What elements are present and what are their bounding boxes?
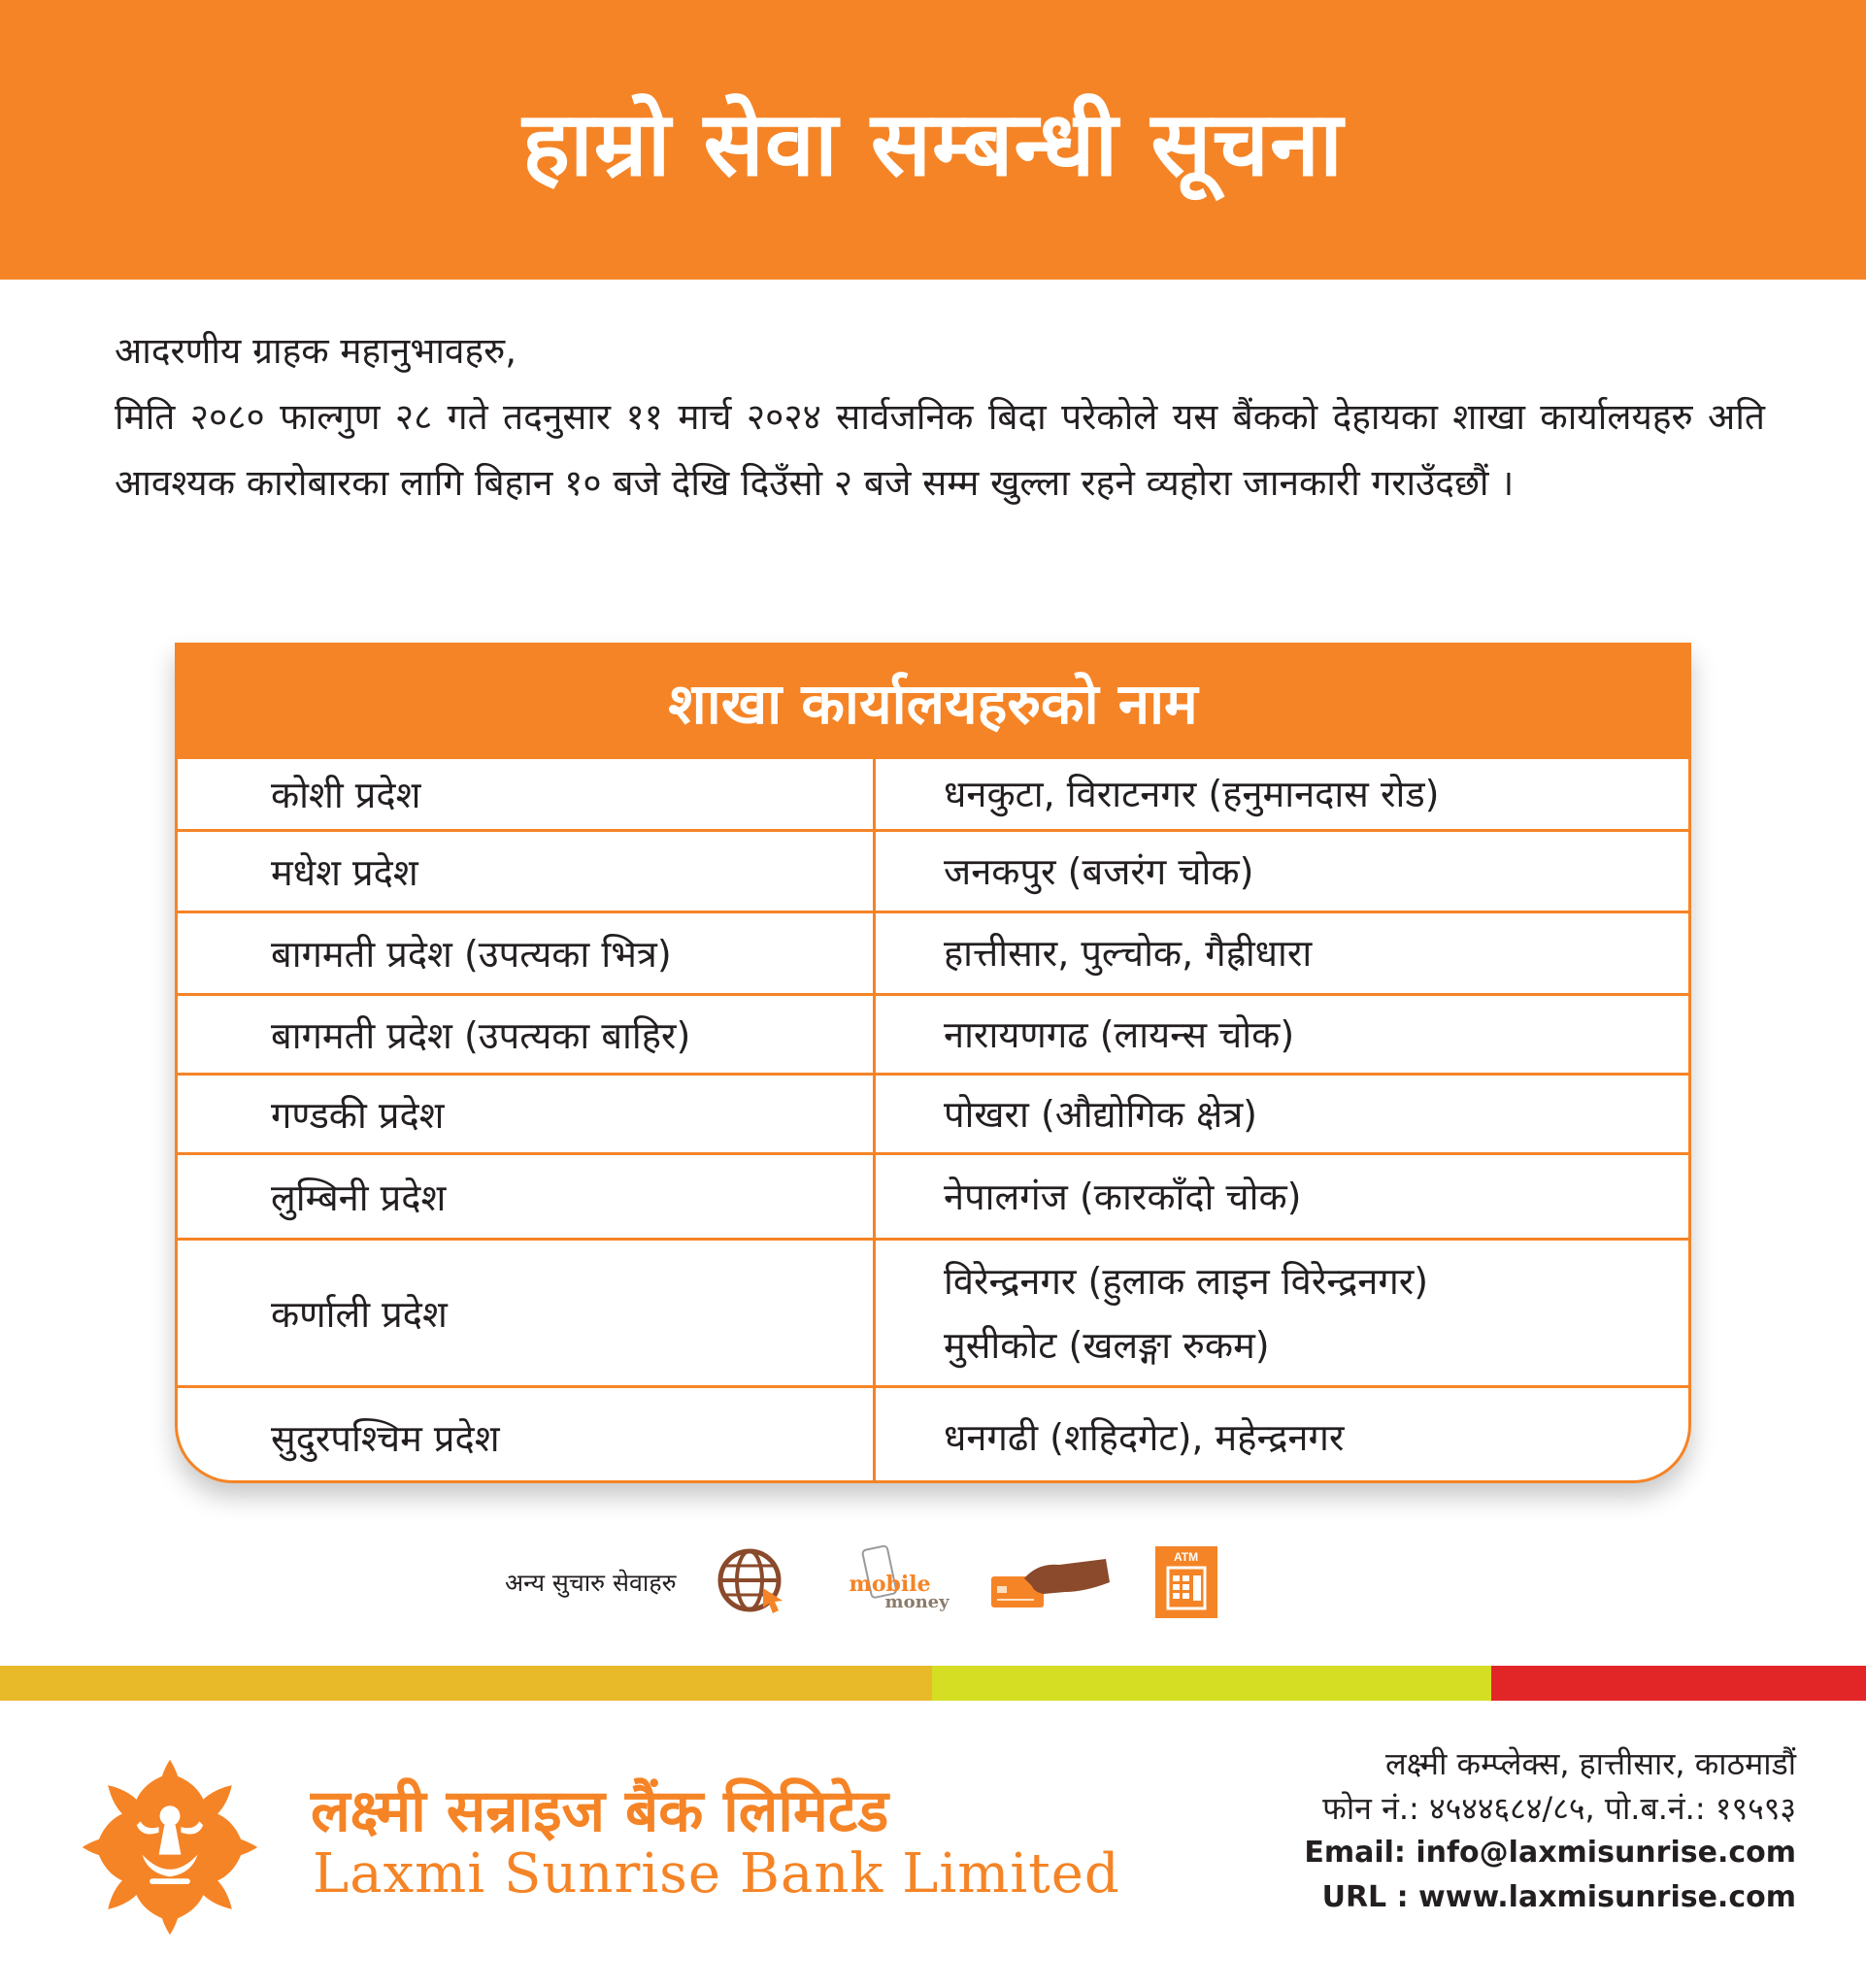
table-row xyxy=(178,993,1688,1073)
branch-name: धनगढी (शहिदगेट), महेन्द्रनगर xyxy=(944,1416,1345,1459)
contact-address: लक्ष्मी कम्प्लेक्स, हात्तीसार, काठमाडौं xyxy=(1385,1745,1796,1782)
bank-name-nepali: लक्ष्मी सन्राइज बैंक लिमिटेड xyxy=(311,1777,889,1845)
page-title: हाम्रो सेवा सम्बन्धी सूचना xyxy=(522,91,1344,196)
branch-name: पोखरा (औद्योगिक क्षेत्र) xyxy=(944,1092,1258,1136)
table-row xyxy=(178,911,1688,993)
province-cell: बागमती प्रदेश (उपत्यका बाहिर) xyxy=(178,996,876,1073)
services-label: अन्य सुचारु सेवाहरु xyxy=(505,1569,677,1597)
intro-text xyxy=(115,318,1765,516)
contact-block xyxy=(1304,1741,1796,1920)
province-cell: मधेश प्रदेश xyxy=(178,832,876,911)
salutation: आदरणीय ग्राहक महानुभावहरु, xyxy=(115,330,517,372)
province-cell: बागमती प्रदेश (उपत्यका भित्र) xyxy=(178,913,876,993)
branch-table xyxy=(175,643,1691,1483)
table-row xyxy=(178,1385,1688,1483)
bank-name-english: Laxmi Sunrise Bank Limited xyxy=(313,1842,1120,1905)
branch-name: धनकुटा, विराटनगर (हनुमानदास रोड) xyxy=(944,773,1440,815)
contact-url[interactable]: URL : www.laxmisunrise.com xyxy=(1321,1880,1796,1914)
branch-name: विरेन्द्रनगर (हुलाक लाइन विरेन्द्रनगर) xyxy=(944,1259,1429,1303)
stripe-lime xyxy=(932,1666,1491,1701)
table-row xyxy=(178,1073,1688,1152)
province-cell: सुदुरपश्चिम प्रदेश xyxy=(178,1388,876,1483)
card-hand-icon xyxy=(987,1543,1114,1621)
branch-cell xyxy=(876,1076,1688,1152)
globe-hand-icon xyxy=(712,1543,795,1621)
notice-body: मिति २०८० फाल्गुण २८ गते तदनुसार ११ मार्च २०२४ सार्वजनिक बिदा परेकोले यस बैंकको देहायका शाखा कार्यालयहरु अति आवश्यक कारोबारका लागि बिहान १० बजे देखि दिउँसो २ बजे सम्म खुल्ला रहने व्यहोरा जानकारी गराउँदछौं । xyxy=(115,396,1765,504)
stripe-yellow xyxy=(0,1666,932,1701)
branch-name: नारायणगढ (लायन्स चोक) xyxy=(944,1012,1295,1056)
stripe-red xyxy=(1491,1666,1866,1701)
branch-cell xyxy=(876,913,1688,993)
mobile-money-line2: money xyxy=(884,1592,950,1612)
branch-cell xyxy=(876,1388,1688,1483)
branch-cell xyxy=(876,1155,1688,1238)
bank-logo xyxy=(78,1755,262,1939)
contact-email[interactable]: Email: info@laxmisunrise.com xyxy=(1304,1836,1796,1870)
branch-name: जनकपुर (बजरंग चोक) xyxy=(944,849,1254,893)
header-banner xyxy=(0,0,1866,280)
table-title: शाखा कार्यालयहरुको नाम xyxy=(178,646,1688,756)
province-cell: कोशी प्रदेश xyxy=(178,759,876,829)
branch-name: हात्तीसार, पुल्चोक, गैह्रीधारा xyxy=(944,932,1313,975)
services-bar xyxy=(505,1543,1220,1621)
branch-name: मुसीकोट (खलङ्गा रुकम) xyxy=(944,1323,1270,1367)
table-row xyxy=(178,1238,1688,1385)
mobile-money-line1: mobile xyxy=(849,1572,931,1597)
table-row xyxy=(178,756,1688,829)
branch-name: नेपालगंज (कारकाँदो चोक) xyxy=(944,1175,1302,1218)
branch-cell xyxy=(876,1241,1688,1385)
province-cell: लुम्बिनी प्रदेश xyxy=(178,1155,876,1238)
atm-label: ATM xyxy=(1174,1550,1199,1564)
table-row xyxy=(178,829,1688,911)
branch-cell xyxy=(876,759,1688,829)
branch-cell xyxy=(876,996,1688,1073)
branch-cell xyxy=(876,832,1688,911)
atm-icon xyxy=(1152,1543,1220,1621)
contact-phone: फोन नं.: ४५४४६८४/८५, पो.ब.नं.: १९५९३ xyxy=(1322,1790,1796,1827)
province-cell: गण्डकी प्रदेश xyxy=(178,1076,876,1152)
table-row xyxy=(178,1152,1688,1238)
province-cell: कर्णाली प्रदेश xyxy=(178,1241,876,1385)
mobile-money-icon xyxy=(832,1543,949,1621)
